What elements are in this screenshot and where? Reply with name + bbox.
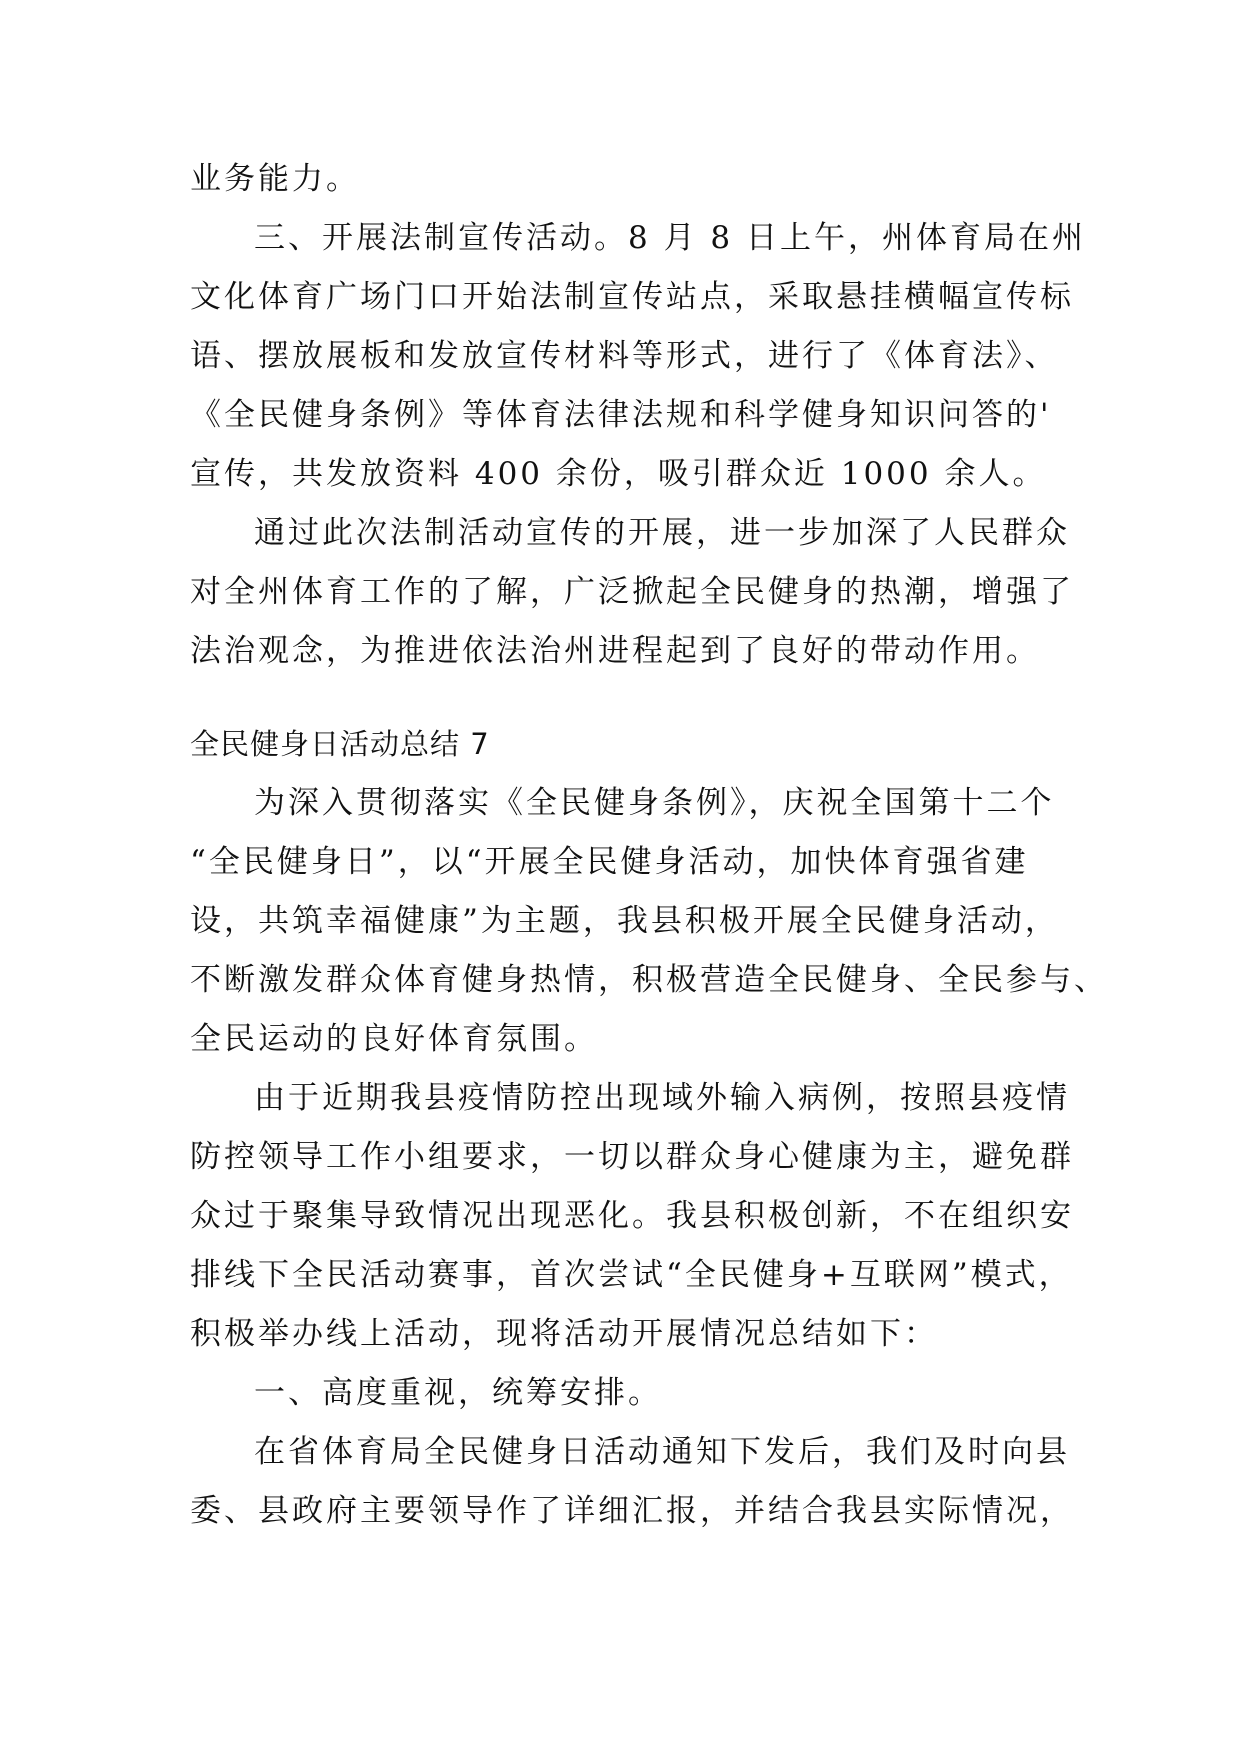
- body-line: 设，共筑幸福健康”为主题，我县积极开展全民健身活动，: [190, 903, 1059, 939]
- subheading-line: 一、高度重视，统筹安排。: [254, 1375, 662, 1411]
- paragraph-start-line: 为深入贯彻落实《全民健身条例》，庆祝全国第十二个: [254, 785, 1055, 821]
- section-title: 全民健身日活动总结 7: [190, 727, 490, 761]
- body-line: 排线下全民活动赛事，首次尝试“全民健身+互联网”模式，: [190, 1257, 1073, 1293]
- body-line: 全民运动的良好体育氛围。: [190, 1021, 598, 1057]
- body-line: “全民健身日”，以“开展全民健身活动，加快体育强省建: [190, 844, 1029, 880]
- paragraph-start-line: 在省体育局全民健身日活动通知下发后，我们及时向县: [254, 1434, 1070, 1470]
- body-line: 不断激发群众体育健身热情，积极营造全民健身、全民参与、: [190, 962, 1108, 998]
- body-line: 业务能力。: [190, 161, 360, 197]
- body-line: 对全州体育工作的了解，广泛掀起全民健身的热潮，增强了: [190, 574, 1074, 610]
- body-line: 积极举办线上活动，现将活动开展情况总结如下：: [190, 1316, 938, 1352]
- body-line: 众过于聚集导致情况出现恶化。我县积极创新，不在组织安: [190, 1198, 1074, 1234]
- document-body: [190, 150, 1108, 1541]
- body-line: 法治观念，为推进依法治州进程起到了良好的带动作用。: [190, 633, 1040, 669]
- body-line: 《全民健身条例》等体育法律法规和科学健身知识问答的': [190, 397, 1052, 433]
- body-line: 防控领导工作小组要求，一切以群众身心健康为主，避免群: [190, 1139, 1074, 1175]
- body-line: 宣传，共发放资料 400 余份，吸引群众近 1000 余人。: [190, 456, 1047, 492]
- body-line: 委、县政府主要领导作了详细汇报，并结合我县实际情况，: [190, 1493, 1074, 1529]
- paragraph-start-line: 三、开展法制宣传活动。8 月 8 日上午，州体育局在州: [254, 220, 1087, 256]
- paragraph-start-line: 通过此次法制活动宣传的开展，进一步加深了人民群众: [254, 515, 1070, 551]
- paragraph-start-line: 由于近期我县疫情防控出现域外输入病例，按照县疫情: [254, 1080, 1070, 1116]
- body-line: 文化体育广场门口开始法制宣传站点，采取悬挂横幅宣传标: [190, 279, 1074, 315]
- body-line: 语、摆放展板和发放宣传材料等形式，进行了《体育法》、: [190, 338, 1059, 374]
- section-spacer: [190, 681, 1050, 715]
